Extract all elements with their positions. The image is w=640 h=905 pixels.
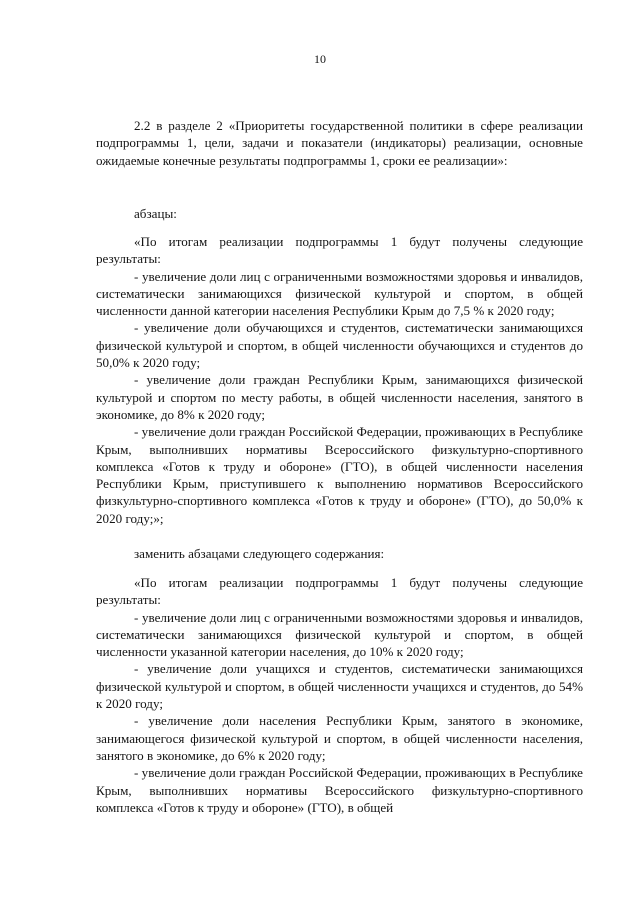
old-results-item: - увеличение доли граждан Республики Крым, занимающихся физической культурой и спортом по месту работы, в общей численности населения, занятого в экономике, до 8% к 2020 году; [96,372,583,422]
old-results-item: - увеличение доли граждан Российской Федерации, проживающих в Республике Крым, выполнивших нормативы Всероссийского физкультурно-спортивного комплекса «Готов к труду и обороне» (ГТО), в общей численности населения Республики Крым, приступившего к выполнению нормативов Всероссийского физкультурно-спортивного комплекса «Готов к труду и обороне» (ГТО), до 50,0% к 2020 году;»; [96,424,583,526]
new-results-item: - увеличение доли населения Республики Крым, занятого в экономике, занимающегося физической культурой и спортом, в общей численности населения, занятого в экономике, до 6% к 2020 году; [96,713,583,763]
new-results-item: - увеличение доли учащихся и студентов, систематически занимающихся физической культурой и спортом, в общей численности учащихся и студентов, до 54% к 2020 году; [96,661,583,712]
intro-paragraph: 2.2 в разделе 2 «Приоритеты государственной политики в сфере реализации подпрограммы 1, цели, задачи и показатели (индикаторы) реализации, основные ожидаемые конечные результаты подпрограммы 1, сроки ее реализации»: [96,118,583,168]
new-results-item: - увеличение доли лиц с ограниченными возможностями здоровья и инвалидов, систематически занимающихся физической культурой и спортом, в общей численности указанной категории населения, до 10% к 2020 году; [96,609,583,660]
label-old-section [96,205,583,222]
old-results-lead: «По итогам реализации подпрограммы 1 будут получены следующие результаты: [96,234,583,267]
new-results-section [96,574,583,816]
old-results-item: - увеличение доли обучающихся и студентов, систематически занимающихся физической культурой и спортом, в общей численности обучающихся и студентов до 50,0% к 2020 году; [96,320,583,371]
new-results-lead: «По итогам реализации подпрограммы 1 будут получены следующие результаты: [96,575,583,608]
label-old: абзацы: [134,206,177,221]
label-new-section [96,545,583,562]
new-results-item: - увеличение доли граждан Российской Федерации, проживающих в Республике Крым, выполнивших нормативы Всероссийского физкультурно-спортивного комплекса «Готов к труду и обороне» (ГТО), в общей [96,765,583,815]
label-new: заменить абзацами следующего содержания: [134,546,385,561]
old-results-item: - увеличение доли лиц с ограниченными возможностями здоровья и инвалидов, систематически занимающихся физической культурой и спортом, в общей численности данной категории населения Республики Крым до 7,5 % к 2020 году; [96,268,583,319]
page-number: 10 [314,52,326,66]
intro-section [96,117,583,169]
old-results-section [96,233,583,527]
